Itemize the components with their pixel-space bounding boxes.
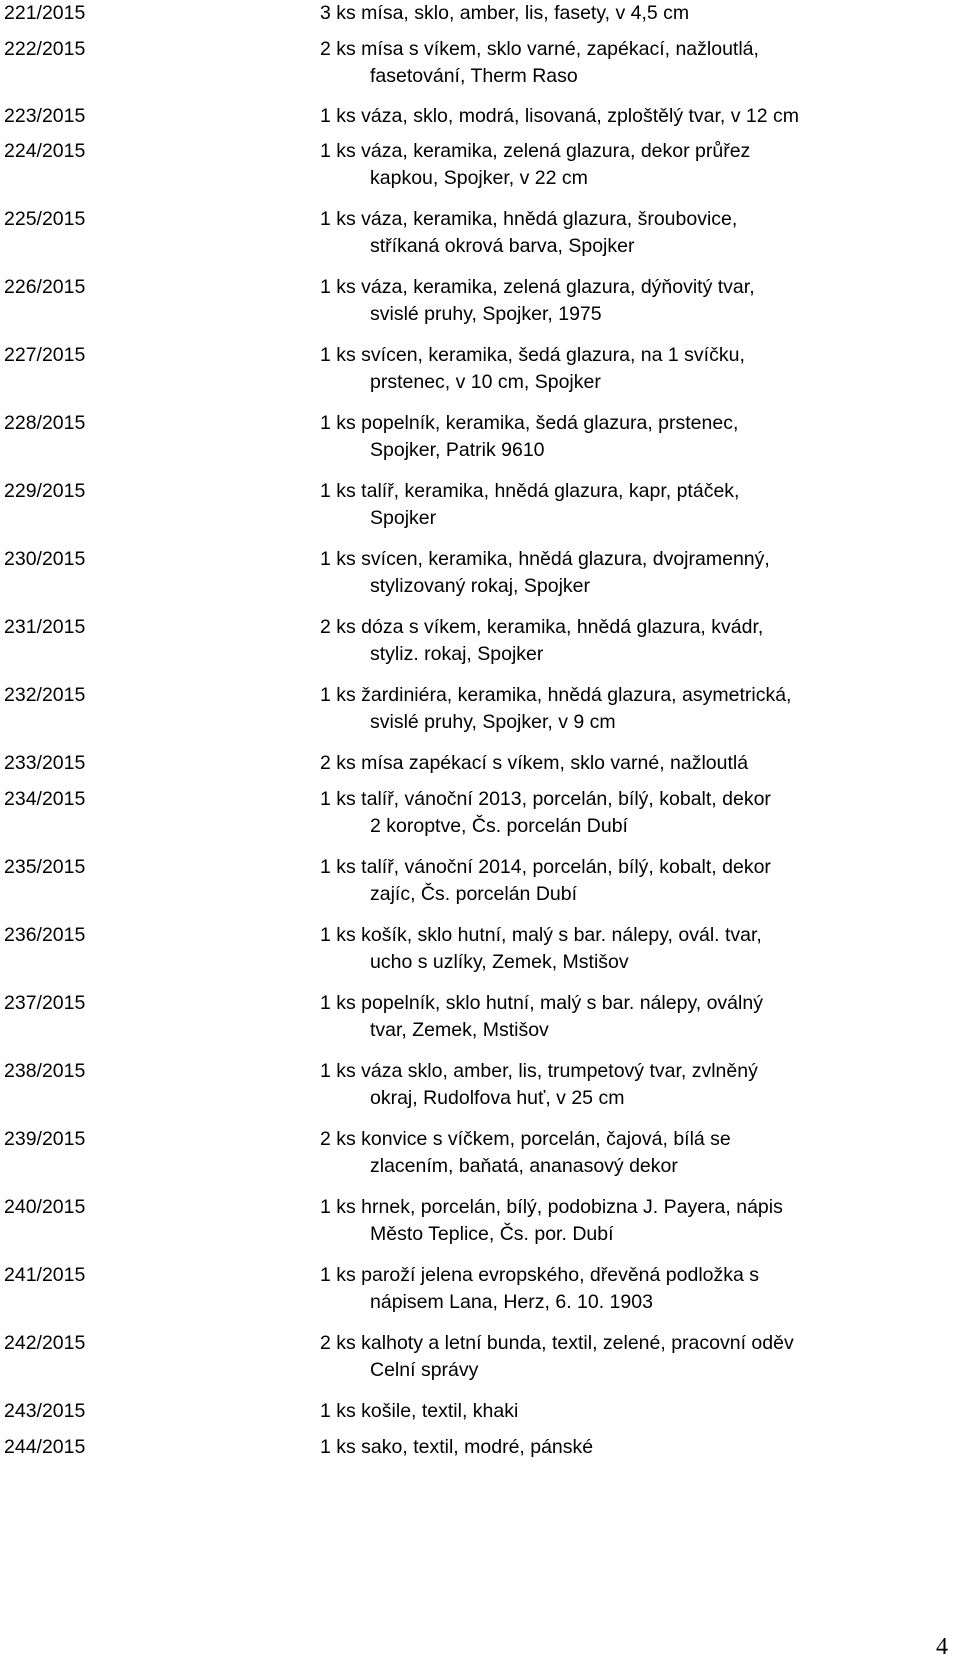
entry-number: 233/2015 xyxy=(4,752,86,774)
entry-description xyxy=(320,478,950,532)
description-line: 1 ks košile, textil, khaki xyxy=(320,1400,519,1422)
description-line: okraj, Rudolfova huť, v 25 cm xyxy=(370,1087,625,1109)
page-number: 4 xyxy=(936,1634,948,1660)
entry-description xyxy=(320,1194,950,1248)
description-line: 1 ks svícen, keramika, šedá glazura, na 1 svíčku, xyxy=(320,344,745,366)
entry-description xyxy=(320,1262,950,1316)
description-line: 1 ks váza, sklo, modrá, lisovaná, zploštělý tvar, v 12 cm xyxy=(320,105,800,127)
entry-description xyxy=(320,990,950,1044)
description-line: stylizovaný rokaj, Spojker xyxy=(370,575,591,597)
description-line: nápisem Lana, Herz, 6. 10. 1903 xyxy=(370,1291,653,1313)
description-line: 1 ks talíř, vánoční 2014, porcelán, bílý, kobalt, dekor xyxy=(320,856,771,878)
entry-description xyxy=(320,1330,950,1384)
entry-number: 232/2015 xyxy=(4,684,86,706)
description-line: svislé pruhy, Spojker, 1975 xyxy=(370,303,602,325)
entry-number: 225/2015 xyxy=(4,208,86,230)
entry-number: 222/2015 xyxy=(4,38,86,60)
entry-description xyxy=(320,546,950,600)
entry-description xyxy=(320,103,950,130)
entry-number: 226/2015 xyxy=(4,276,86,298)
description-line: 1 ks talíř, keramika, hnědá glazura, kapr, ptáček, xyxy=(320,480,740,502)
entry-number: 235/2015 xyxy=(4,856,86,878)
description-line: 1 ks popelník, sklo hutní, malý s bar. nálepy, oválný xyxy=(320,992,763,1014)
description-line: 2 ks konvice s víčkem, porcelán, čajová, bílá se xyxy=(320,1128,731,1150)
entry-description xyxy=(320,274,950,328)
entry-description xyxy=(320,138,950,192)
entry-description xyxy=(320,36,950,90)
description-line: 1 ks hrnek, porcelán, bílý, podobizna J. Payera, nápis xyxy=(320,1196,783,1218)
description-line: 2 ks dóza s víkem, keramika, hnědá glazura, kvádr, xyxy=(320,616,764,638)
entry-number: 240/2015 xyxy=(4,1196,86,1218)
description-line: stříkaná okrová barva, Spojker xyxy=(370,235,635,257)
description-line: 3 ks mísa, sklo, amber, lis, fasety, v 4,5 cm xyxy=(320,2,690,24)
description-line: 2 ks kalhoty a letní bunda, textil, zelené, pracovní oděv xyxy=(320,1332,794,1354)
entry-description xyxy=(320,786,950,840)
description-line: 1 ks váza, keramika, hnědá glazura, šroubovice, xyxy=(320,208,738,230)
description-line: Město Teplice, Čs. por. Dubí xyxy=(370,1223,614,1245)
description-line: 1 ks paroží jelena evropského, dřevěná podložka s xyxy=(320,1264,760,1286)
entry-number: 223/2015 xyxy=(4,105,86,127)
description-line: Spojker xyxy=(370,507,437,529)
description-line: 2 ks mísa zapékací s víkem, sklo varné, nažloutlá xyxy=(320,752,749,774)
description-line: 2 ks mísa s víkem, sklo varné, zapékací, nažloutlá, xyxy=(320,38,759,60)
entry-number: 243/2015 xyxy=(4,1400,86,1422)
description-line: 2 koroptve, Čs. porcelán Dubí xyxy=(370,815,628,837)
entry-number: 221/2015 xyxy=(4,2,86,24)
entry-description xyxy=(320,750,950,777)
entry-number: 238/2015 xyxy=(4,1060,86,1082)
description-line: Spojker, Patrik 9610 xyxy=(370,439,545,461)
entry-description xyxy=(320,922,950,976)
entry-description xyxy=(320,614,950,668)
entry-number: 236/2015 xyxy=(4,924,86,946)
entry-number: 229/2015 xyxy=(4,480,86,502)
description-line: svislé pruhy, Spojker, v 9 cm xyxy=(370,711,616,733)
description-line: Celní správy xyxy=(370,1359,479,1381)
entry-description xyxy=(320,854,950,908)
description-line: 1 ks sako, textil, modré, pánské xyxy=(320,1436,594,1458)
entry-description xyxy=(320,206,950,260)
description-line: styliz. rokaj, Spojker xyxy=(370,643,544,665)
description-line: 1 ks váza, keramika, zelená glazura, dekor průřez xyxy=(320,140,751,162)
entry-number: 224/2015 xyxy=(4,140,86,162)
description-line: 1 ks váza sklo, amber, lis, trumpetový tvar, zvlněný xyxy=(320,1060,758,1082)
entry-description xyxy=(320,410,950,464)
entry-description xyxy=(320,0,950,27)
description-line: tvar, Zemek, Mstišov xyxy=(370,1019,549,1041)
entry-number: 231/2015 xyxy=(4,616,86,638)
description-line: 1 ks talíř, vánoční 2013, porcelán, bílý, kobalt, dekor xyxy=(320,788,771,810)
description-line: 1 ks váza, keramika, zelená glazura, dýňovitý tvar, xyxy=(320,276,755,298)
entry-number: 234/2015 xyxy=(4,788,86,810)
entry-number: 228/2015 xyxy=(4,412,86,434)
description-line: fasetování, Therm Raso xyxy=(370,65,578,87)
description-line: prstenec, v 10 cm, Spojker xyxy=(370,371,601,393)
description-line: 1 ks košík, sklo hutní, malý s bar. nálepy, ovál. tvar, xyxy=(320,924,762,946)
description-line: zajíc, Čs. porcelán Dubí xyxy=(370,883,578,905)
description-line: 1 ks popelník, keramika, šedá glazura, prstenec, xyxy=(320,412,739,434)
description-line: zlacením, baňatá, ananasový dekor xyxy=(370,1155,678,1177)
entry-number: 242/2015 xyxy=(4,1332,86,1354)
entry-number: 227/2015 xyxy=(4,344,86,366)
entry-description xyxy=(320,1058,950,1112)
entry-description xyxy=(320,342,950,396)
description-line: 1 ks žardiniéra, keramika, hnědá glazura, asymetrická, xyxy=(320,684,792,706)
entry-number: 239/2015 xyxy=(4,1128,86,1150)
entry-number: 241/2015 xyxy=(4,1264,86,1286)
entry-number: 237/2015 xyxy=(4,992,86,1014)
entry-number: 244/2015 xyxy=(4,1436,86,1458)
entry-description xyxy=(320,1434,950,1461)
description-line: kapkou, Spojker, v 22 cm xyxy=(370,167,588,189)
entry-description xyxy=(320,1398,950,1425)
entry-number: 230/2015 xyxy=(4,548,86,570)
description-line: 1 ks svícen, keramika, hnědá glazura, dvojramenný, xyxy=(320,548,770,570)
description-line: ucho s uzlíky, Zemek, Mstišov xyxy=(370,951,629,973)
entry-description xyxy=(320,1126,950,1180)
entry-description xyxy=(320,682,950,736)
